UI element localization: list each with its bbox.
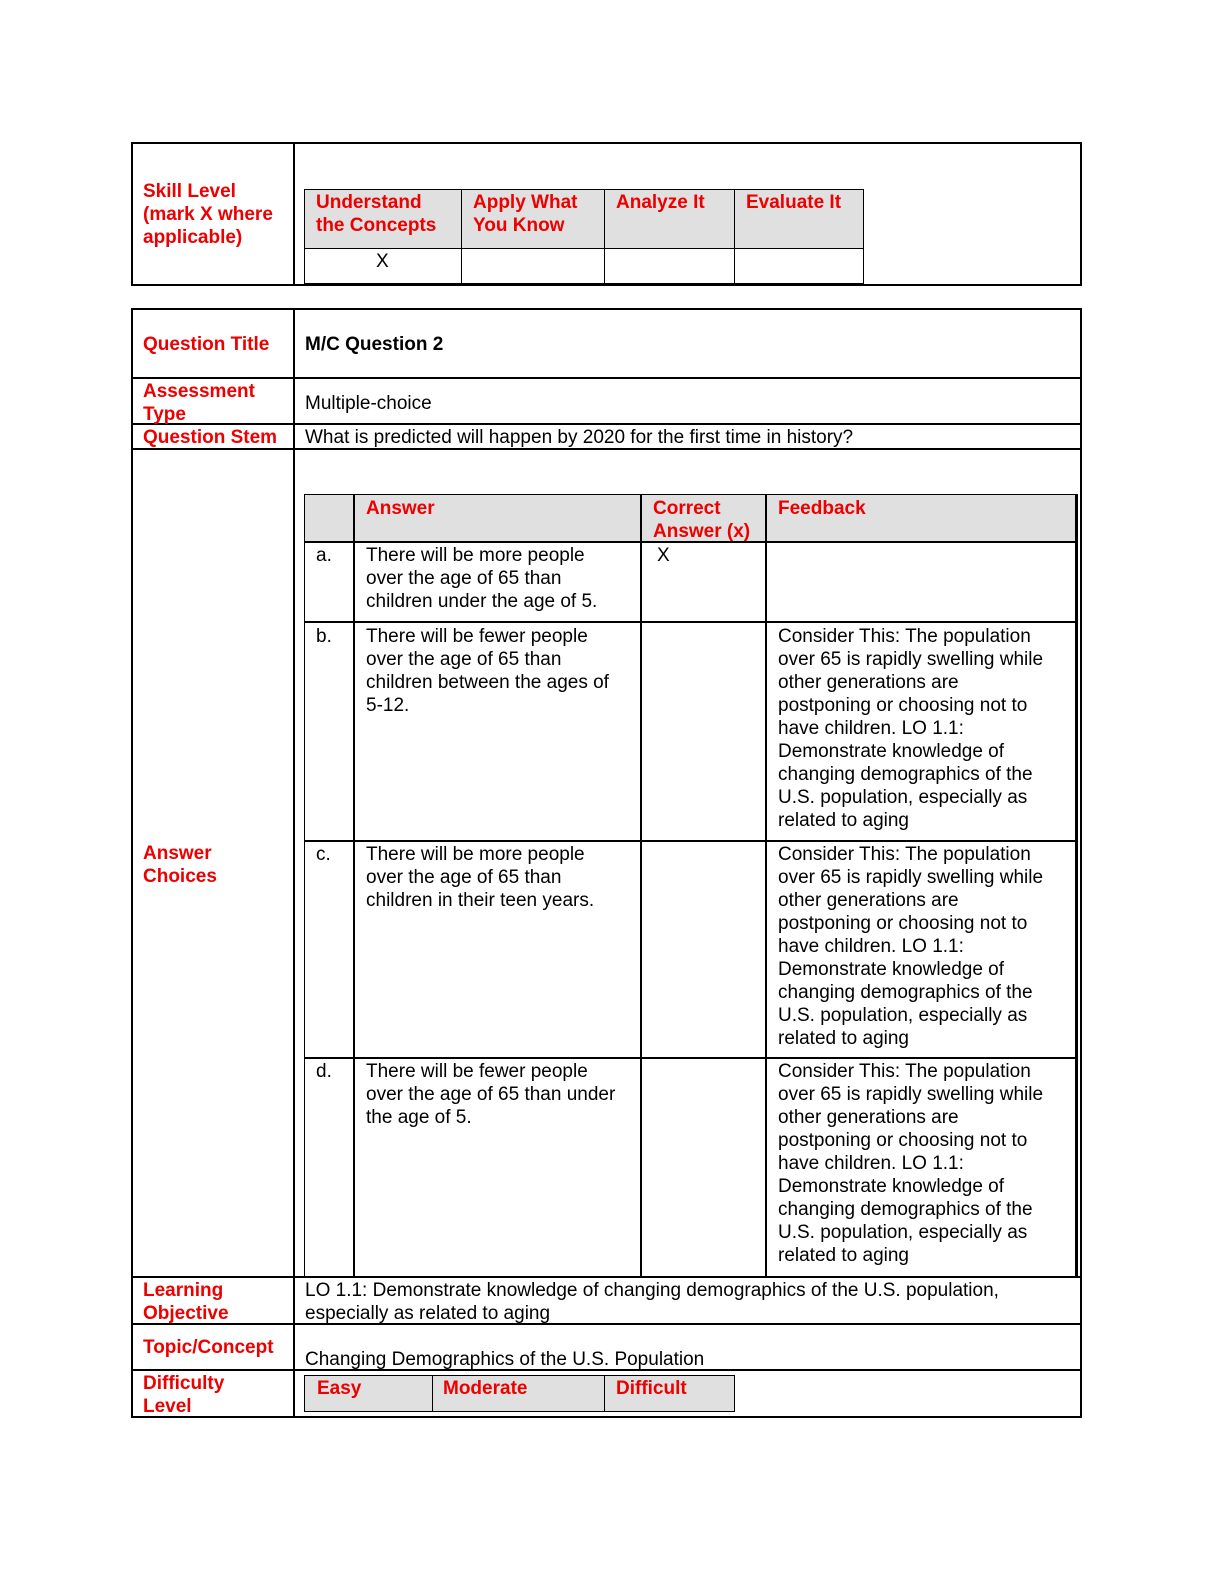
answer-feedback-b: Consider This: The population over 65 is rapidly swelling while other generations are postponing or choosing not to have children. LO 1.1: Demonstrate knowledge of changing demographics of the U.S. population, especially as related to aging [778,626,1044,831]
skill-mark-apply[interactable] [461,248,605,284]
skill-col-analyze-label: Analyze It [616,192,705,213]
learning-objective: LO 1.1: Demonstrate knowledge of changing demographics of the U.S. population, especially as related to aging [305,1280,999,1324]
topic-concept-label: Topic/Concept [143,1337,274,1358]
question-stem-label: Question Stem [143,427,278,448]
skill-col-evaluate-label: Evaluate It [746,192,842,213]
answers-row-line-b [304,840,1078,842]
answers-col-line-4 [1075,494,1077,1278]
answer-text-b: There will be fewer people over the age of 65 than children between the ages of 5-12. [366,626,609,716]
answers-col-line-1 [353,494,355,1278]
skill-divider [293,142,295,286]
assessment-type-label: Assessment Type [143,381,255,425]
answer-text-c: There will be more people over the age of 65 than children in their teen years. [366,844,595,911]
answer-letter-d: d. [316,1061,332,1082]
answer-letter-c: c. [316,844,331,865]
skill-level-label: Skill Level (mark X where applicable) [143,181,273,248]
answers-header-answer: Answer [366,498,435,519]
answer-choices-label: Answer Choices [143,843,217,887]
row-line-1 [131,377,1082,379]
difficulty-easy-label: Easy [317,1378,362,1399]
skill-mark-analyze[interactable] [604,248,735,284]
topic-concept: Changing Demographics of the U.S. Population [305,1349,705,1370]
answers-header-feedback: Feedback [778,498,866,519]
answers-row-line-a [304,621,1078,623]
answer-correct-a: X [657,545,670,566]
skill-mark-understand-value: X [376,251,389,272]
skill-col-understand-label: Understand the Concepts [316,192,437,236]
assessment-type: Multiple-choice [305,393,432,414]
learning-objective-label: Learning Objective [143,1280,229,1324]
answers-col-line-2 [640,494,642,1278]
answer-feedback-d: Consider This: The population over 65 is rapidly swelling while other generations are postponing or choosing not to have children. LO 1.1: Demonstrate knowledge of changing demographics of the U.S. population, especially as related to aging [778,1061,1044,1266]
answer-letter-a: a. [316,545,332,566]
skill-mark-evaluate[interactable] [734,248,864,284]
question-title-label: Question Title [143,334,270,355]
skill-col-apply-label: Apply What You Know [473,192,578,236]
answers-row-line-c [304,1057,1078,1059]
answers-col-line-3 [765,494,767,1278]
question-title: M/C Question 2 [305,334,444,355]
answers-header-correct: Correct Answer (x) [653,498,751,542]
question-divider [293,308,295,1418]
answer-text-d: There will be fewer people over the age of 65 than under the age of 5. [366,1061,616,1128]
difficulty-difficult-label: Difficult [616,1378,687,1399]
difficulty-level-label: Difficulty Level [143,1373,225,1417]
difficulty-moderate-label: Moderate [443,1378,528,1399]
answer-feedback-c: Consider This: The population over 65 is rapidly swelling while other generations are postponing or choosing not to have children. LO 1.1: Demonstrate knowledge of changing demographics of the U.S. population, especially as related to aging [778,844,1044,1049]
answer-letter-b: b. [316,626,332,647]
answer-text-a: There will be more people over the age of 65 than children under the age of 5. [366,545,598,612]
question-stem: What is predicted will happen by 2020 for the first time in history? [305,427,854,448]
row-line-2 [131,423,1082,425]
